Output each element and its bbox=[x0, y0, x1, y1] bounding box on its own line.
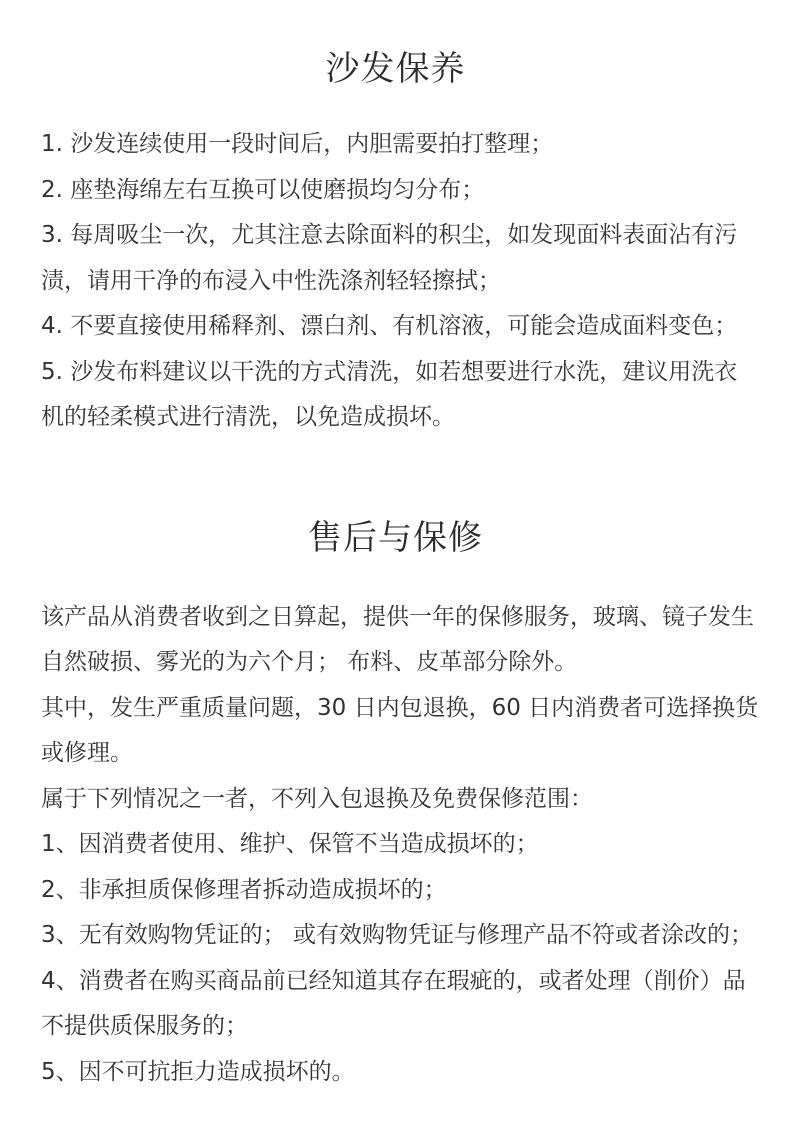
service-line: 4、消费者在购买商品前已经知道其存在瑕疵的，或者处理（削价）品 bbox=[41, 967, 746, 994]
service-line: 1、因消费者使用、维护、保管不当造成损坏的； bbox=[41, 831, 539, 857]
service-line: 或修理。 bbox=[41, 740, 133, 766]
service-line: 属于下列情况之一者，不列入包退换及免费保修范围： bbox=[41, 785, 593, 812]
care-line: 2. 座垫海绵左右互换可以使磨损均匀分布； bbox=[41, 176, 485, 203]
care-line: 3. 每周吸尘一次，尤其注意去除面料的积尘，如发现面料表面沾有污 bbox=[41, 222, 738, 248]
service-line: 3、无有效购物凭证的； 或有效购物凭证与修理产品不符或者涂改的； bbox=[41, 922, 753, 948]
service-line: 5、因不可抗拒力造成损坏的。 bbox=[41, 1058, 355, 1085]
after-sales-title: 售后与保修 bbox=[308, 517, 483, 558]
care-line: 4. 不要直接使用稀释剂、漂白剂、有机溶液，可能会造成面料变色； bbox=[41, 313, 738, 339]
care-line: 渍，请用干净的布浸入中性洗涤剂轻轻擦拭； bbox=[41, 267, 501, 294]
service-line: 其中，发生严重质量问题，30 日内包退换，60 日内消费者可选择换货 bbox=[41, 694, 759, 721]
care-line: 5. 沙发布料建议以干洗的方式清洗，如若想要进行水洗，建议用洗衣 bbox=[41, 358, 738, 385]
service-line: 该产品从消费者收到之日算起，提供一年的保修服务，玻璃、镜子发生 bbox=[41, 603, 754, 630]
service-line: 自然破损、雾光的为六个月； 布料、皮革部分除外。 bbox=[41, 649, 578, 675]
care-line: 机的轻柔模式进行清洗，以免造成损坏。 bbox=[41, 404, 455, 430]
service-line: 不提供质保服务的； bbox=[41, 1013, 248, 1039]
after-sales-list bbox=[41, 595, 759, 1096]
sofa-care-list bbox=[41, 122, 750, 441]
care-line: 1. 沙发连续使用一段时间后，内胆需要拍打整理； bbox=[41, 131, 554, 157]
sofa-care-title: 沙发保养 bbox=[325, 49, 466, 89]
service-line: 2、非承担质保修理者拆动造成损坏的； bbox=[41, 876, 447, 903]
